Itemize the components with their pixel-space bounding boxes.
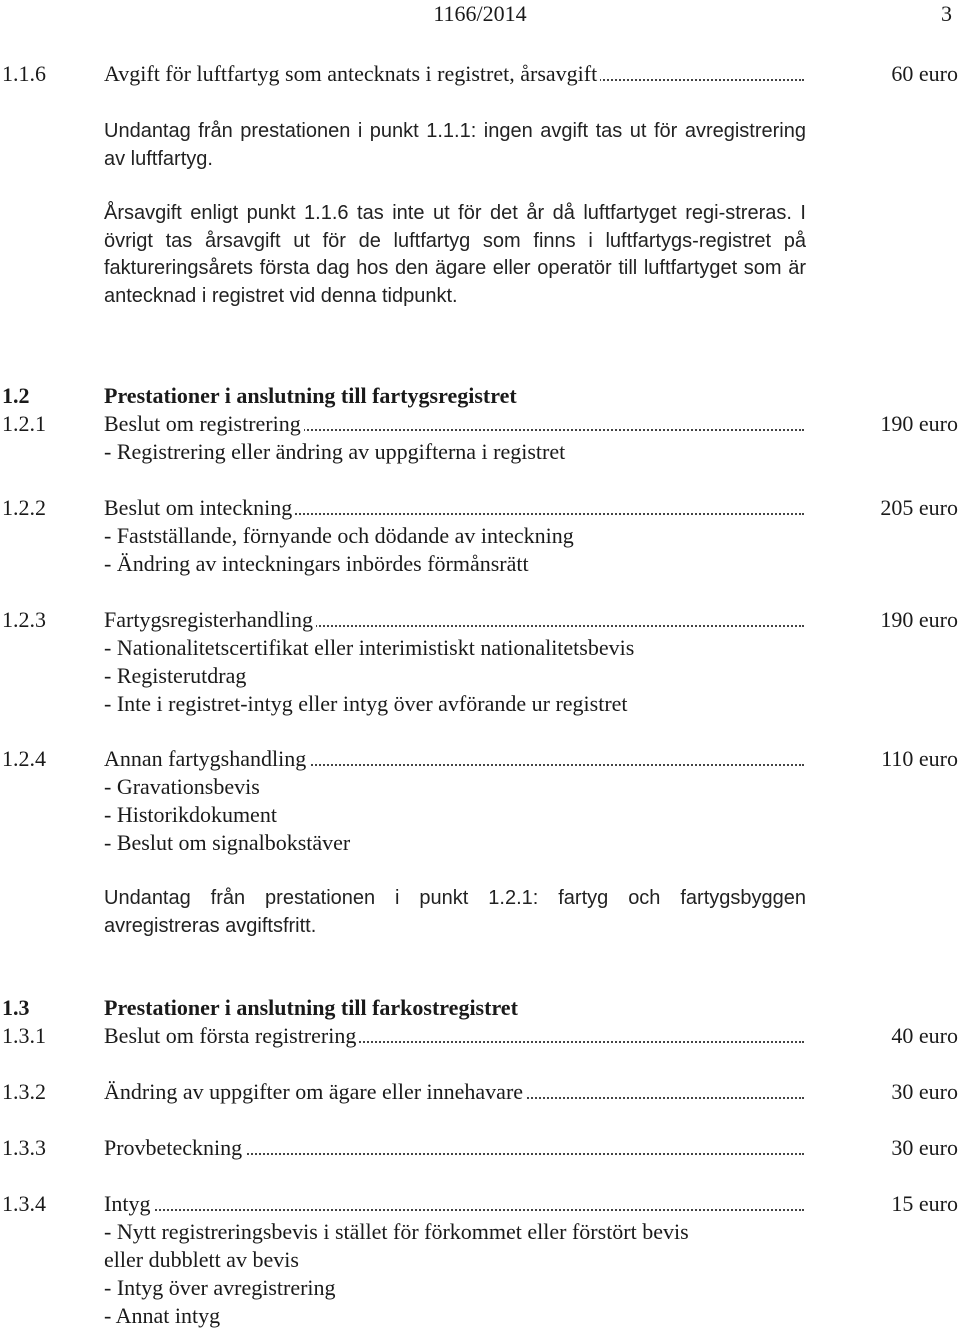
fee-row-1-3-1	[0, 1022, 960, 1050]
fee-row-1-2-3	[0, 606, 960, 718]
page-header	[0, 0, 960, 28]
item-label: Annan fartygshandling	[104, 745, 804, 773]
item-number: 1.2.3	[2, 607, 46, 632]
sub-item: - Nytt registreringsbevis i stället för förkommet eller förstört bevis	[104, 1219, 689, 1244]
item-number: 1.1.6	[2, 61, 46, 86]
item-label: Provbeteckning	[104, 1134, 804, 1162]
section-title: Prestationer i anslutning till farkostregistret	[104, 995, 518, 1020]
item-number: 1.3.1	[2, 1023, 46, 1048]
sub-item: - Gravationsbevis	[104, 774, 260, 799]
sub-item: - Inte i registret-intyg eller intyg över avförande ur registret	[104, 691, 628, 716]
fee-row-1-3-2	[0, 1078, 960, 1106]
annual-fee-note: Årsavgift enligt punkt 1.1.6 tas inte ut för det år då luftfartyget regi-streras. I övrigt tas årsavgift ut för de luftfartyg som finns i luftfartygs-registret på faktureringsårets första dag hos den ägare eller operatör till luftfartyget som är antecknad i registret vid denna tidpunkt.	[104, 202, 806, 307]
section-number: 1.2	[2, 383, 30, 408]
leader-dots	[104, 1209, 804, 1211]
sub-item: - Beslut om signalbokstäver	[104, 830, 351, 855]
item-number: 1.3.3	[2, 1135, 46, 1160]
item-amount: 30 euro	[891, 1079, 958, 1104]
sub-item: - Ändring av inteckningars inbördes förmånsrätt	[104, 551, 529, 576]
section-title: Prestationer i anslutning till fartygsregistret	[104, 383, 517, 408]
section-number: 1.3	[2, 995, 30, 1020]
sub-item: - Fastställande, förnyande och dödande av inteckning	[104, 523, 574, 548]
item-amount: 110 euro	[881, 746, 958, 771]
section-heading-1-3	[0, 994, 960, 1022]
item-label: Beslut om första registrering	[104, 1022, 804, 1050]
fee-row-1-1-6	[0, 60, 960, 88]
sub-item: eller dubblett av bevis	[104, 1247, 299, 1272]
item-amount: 190 euro	[880, 607, 958, 632]
item-number: 1.2.2	[2, 495, 46, 520]
sub-item: - Historikdokument	[104, 802, 277, 827]
fee-row-1-2-1	[0, 410, 960, 466]
item-amount: 40 euro	[891, 1023, 958, 1048]
sub-item: - Nationalitetscertifikat eller interimistiskt nationalitetsbevis	[104, 635, 635, 660]
item-amount: 60 euro	[891, 61, 958, 86]
item-number: 1.2.1	[2, 411, 46, 436]
item-number: 1.2.4	[2, 746, 46, 771]
item-amount: 30 euro	[891, 1135, 958, 1160]
item-amount: 205 euro	[880, 495, 958, 520]
item-label: Ändring av uppgifter om ägare eller innehavare	[104, 1078, 804, 1106]
fee-row-1-3-4	[0, 1190, 960, 1330]
item-amount: 15 euro	[891, 1191, 958, 1216]
sub-item: - Registerutdrag	[104, 663, 247, 688]
item-label: Fartygsregisterhandling	[104, 606, 804, 634]
exception-note-1-1-1: Undantag från prestationen i punkt 1.1.1: ingen avgift tas ut för avregistrering av luftfartyg.	[104, 120, 806, 170]
item-number: 1.3.4	[2, 1191, 46, 1216]
sub-item: - Intyg över avregistrering	[104, 1275, 336, 1300]
item-amount: 190 euro	[880, 411, 958, 436]
item-label: Intyg	[104, 1190, 804, 1218]
fee-row-1-2-2	[0, 494, 960, 578]
section-heading-1-2	[0, 382, 960, 410]
item-label: Beslut om registrering	[104, 410, 804, 438]
item-number: 1.3.2	[2, 1079, 46, 1104]
document-number: 1166/2014	[433, 1, 527, 26]
exception-note-1-2-1: Undantag från prestationen i punkt 1.2.1: fartyg och fartygsbyggen avregistreras avgiftsfritt.	[104, 887, 806, 937]
page-number: 3	[941, 1, 952, 26]
item-label: Beslut om inteckning	[104, 494, 804, 522]
sub-item: - Registrering eller ändring av uppgifterna i registret	[104, 439, 566, 464]
fee-row-1-3-3	[0, 1134, 960, 1162]
sub-item: - Annat intyg	[104, 1303, 221, 1328]
item-label: Avgift för luftfartyg som antecknats i registret, årsavgift	[104, 60, 804, 88]
fee-row-1-2-4	[0, 745, 960, 857]
